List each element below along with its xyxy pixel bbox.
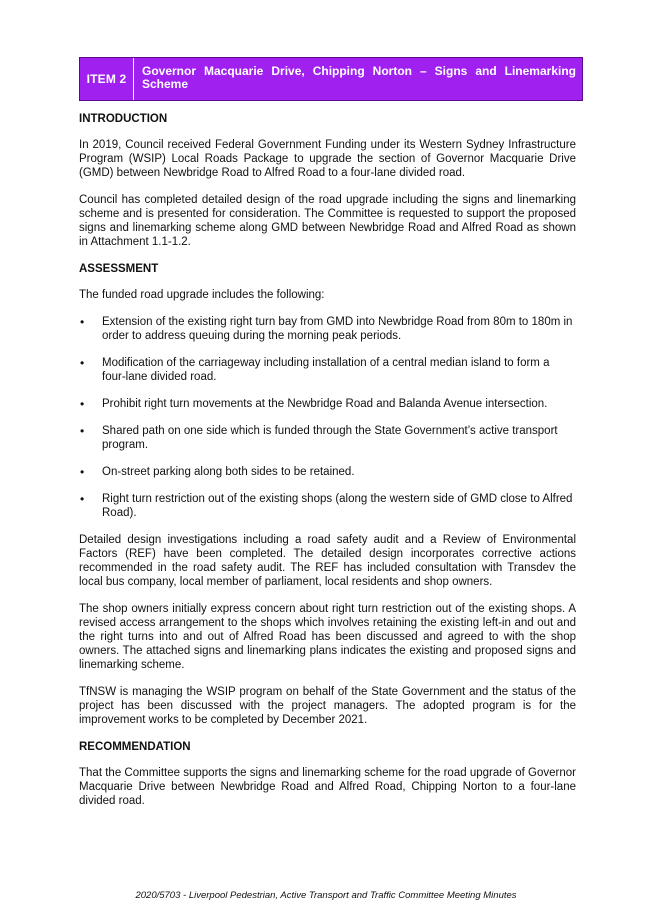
bullet-item: • Modification of the carriageway including installation of a central median island to form a four-lane divided road. <box>79 356 576 384</box>
bullet-item: • On-street parking along both sides to be retained. <box>79 465 576 479</box>
item-header <box>79 57 583 101</box>
bullet-item: • Prohibit right turn movements at the Newbridge Road and Balanda Avenue intersection. <box>79 397 576 411</box>
assessment-intro: The funded road upgrade includes the following: <box>79 289 325 301</box>
recommendation-heading: RECOMMENDATION <box>79 741 191 753</box>
introduction-paragraph: Council has completed detailed design of the road upgrade including the signs and linemarking scheme and is presented for consideration. The Committee is requested to support the proposed signs and linemarking scheme along GMD between Newbridge Road and Alfred Road as shown in Attachment 1.1-1.2. <box>79 194 576 248</box>
introduction-heading: INTRODUCTION <box>79 113 168 125</box>
assessment-bullet-list <box>79 315 576 520</box>
item-number: ITEM 2 <box>80 58 134 100</box>
document-body <box>79 112 576 821</box>
item-title: Governor Macquarie Drive, Chipping Norton – Signs and Linemarking Scheme <box>142 64 576 91</box>
bullet-item: • Right turn restriction out of the existing shops (along the western side of GMD close to Alfred Road). <box>79 492 576 520</box>
introduction-paragraph: In 2019, Council received Federal Government Funding under its Western Sydney Infrastructure Program (WSIP) Local Roads Package to upgrade the section of Governor Macquarie Drive (GMD) between Newbridge Road to Alfred Road to a four-lane divided road. <box>79 139 576 179</box>
bullet-item: • Extension of the existing right turn bay from GMD into Newbridge Road from 80m to 180m in order to address queuing during the morning peak periods. <box>79 315 576 343</box>
recommendation-paragraph: That the Committee supports the signs and linemarking scheme for the road upgrade of Governor Macquarie Drive between Newbridge Road and Alfred Road, Chipping Norton to a four-lane divided road. <box>79 767 576 807</box>
assessment-paragraph: TfNSW is managing the WSIP program on behalf of the State Government and the status of the project has been discussed with the project managers. The adopted program is for the improvement works to be completed by December 2021. <box>79 686 576 726</box>
page-footer: 2020/5703 - Liverpool Pedestrian, Active Transport and Traffic Committee Meeting Minutes <box>135 890 517 901</box>
assessment-paragraph: The shop owners initially express concern about right turn restriction out of the existing shops. A revised access arrangement to the shops which involves retaining the existing left-in and out and the right turns into and out of Alfred Road has been discussed and agreed to with the shop owners. The attached signs and linemarking plans indicates the existing and proposed signs and linemarking scheme. <box>79 603 576 671</box>
assessment-heading: ASSESSMENT <box>79 263 159 275</box>
assessment-paragraph: Detailed design investigations including a road safety audit and a Review of Environmental Factors (REF) have been completed. The detailed design incorporates corrective actions recommended in the road safety audit. The REF has included consultation with Transdev the local bus company, local member of parliament, local residents and shop owners. <box>79 534 576 588</box>
bullet-item: • Shared path on one side which is funded through the State Government’s active transport program. <box>79 424 576 452</box>
